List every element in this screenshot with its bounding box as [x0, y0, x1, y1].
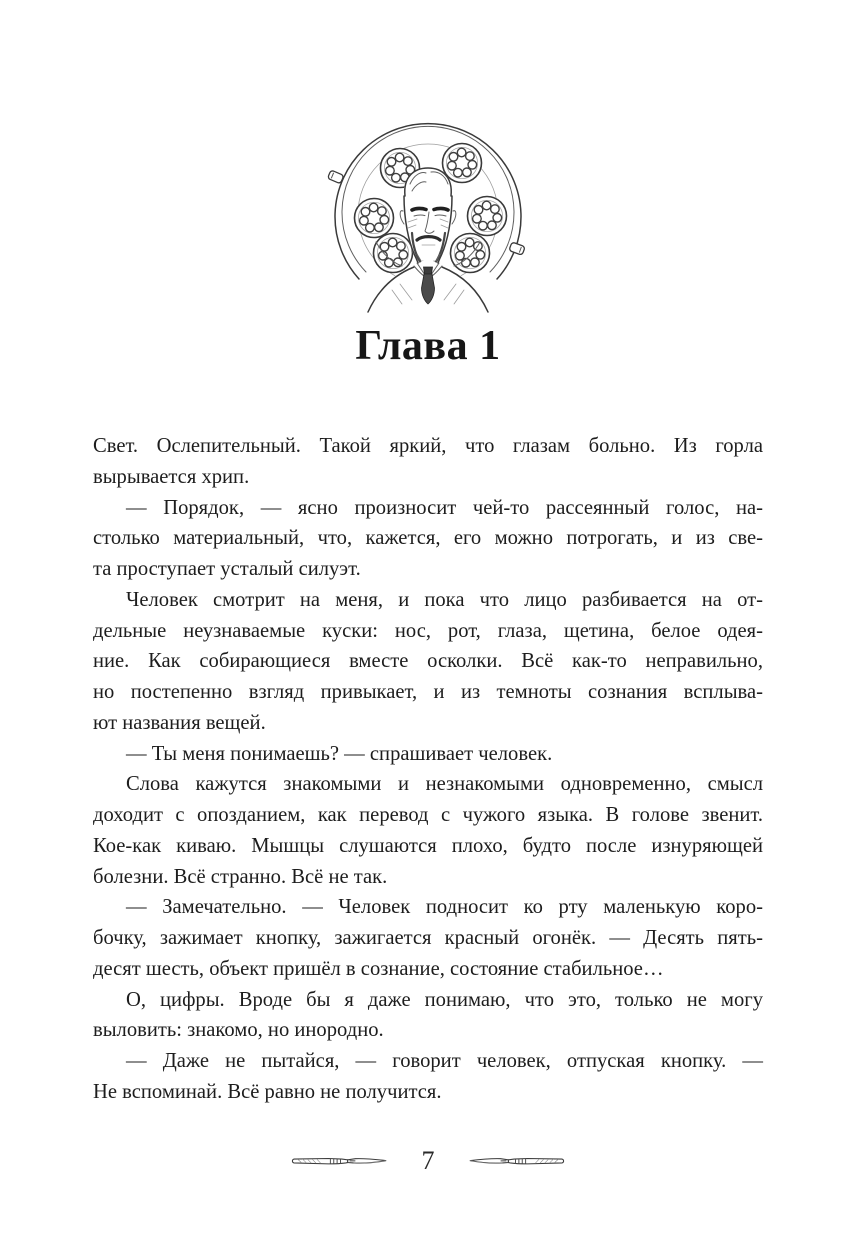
text-line: вырывается хрип.: [93, 465, 250, 488]
text-line: дельные неузнаваемые куски: нос, рот, глаза, щетина, белое одея-: [93, 619, 763, 642]
text-line: выловить: знакомо, но инородно.: [93, 1019, 384, 1042]
text-line: ют названия вещей.: [93, 711, 266, 734]
page-footer: [0, 1148, 856, 1174]
text-line: — Ты меня понимаешь? — спрашивает человек.: [126, 742, 553, 765]
text-line: — Замечательно. — Человек подносит ко рту маленькую коро-: [126, 896, 763, 919]
text-line: Не вспоминай. Всё равно не получится.: [93, 1080, 442, 1103]
text-line: десят шесть, объект пришёл в сознание, состояние стабильное…: [93, 957, 664, 980]
text-line: Слова кажутся знакомыми и незнакомыми одновременно, смысл: [126, 773, 763, 796]
chapter-illustration: [316, 114, 540, 322]
text-line: болезни. Всё странно. Всё не так.: [93, 865, 388, 888]
page-number: 7: [421, 1146, 435, 1175]
text-line: доходит с опозданием, как перевод с чужого языка. В голове звенит.: [93, 804, 763, 826]
text-line: ние. Как собирающиеся вместе осколки. Всё как-то неправильно,: [93, 650, 763, 673]
text-line: — Даже не пытайся, — говорит человек, отпуская кнопку. —: [126, 1050, 763, 1072]
text-line: Свет. Ослепительный. Такой яркий, что глазам больно. Из горла: [93, 435, 763, 457]
text-line: Человек смотрит на меня, и пока что лицо разбивается на от-: [126, 588, 763, 611]
scalpel-left-icon: [290, 1153, 390, 1169]
surgeon-operating-lamp-icon: [316, 114, 540, 322]
scalpel-right-icon: [466, 1153, 566, 1169]
text-line: — Порядок, — ясно произносит чей-то рассеянный голос, на-: [126, 496, 763, 519]
text-line: бочку, зажимает кнопку, зажигается красный огонёк. — Десять пять-: [93, 927, 763, 949]
text-line: Кое-как киваю. Мышцы слушаются плохо, будто после изнуряющей: [93, 834, 763, 857]
lamp-knob-right: [509, 242, 525, 255]
text-line: но постепенно взгляд привыкает, и из темноты сознания всплыва-: [93, 681, 763, 703]
chapter-title: Глава 1: [355, 323, 501, 369]
text-line: О, цифры. Вроде бы я даже понимаю, что это, только не могу: [126, 988, 763, 1011]
text-line: та проступает усталый силуэт.: [93, 558, 361, 580]
lamp-knob-left: [327, 170, 343, 184]
chapter-body-text: [93, 431, 763, 1108]
text-line: столько материальный, что, кажется, его можно потрогать, и из све-: [93, 527, 763, 550]
